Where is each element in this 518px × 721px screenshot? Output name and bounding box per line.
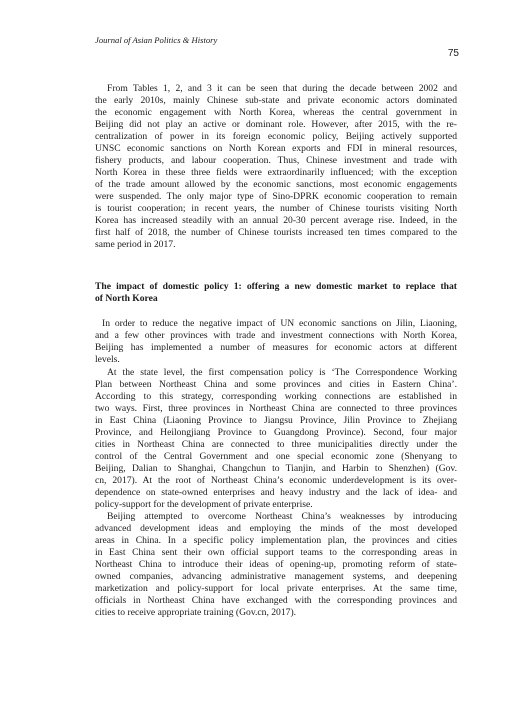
- text-line: first half of 2018, the number of Chinese tourists increased ten times compared to the: [95, 227, 457, 238]
- text-line: According to this strategy, corresponding working connections are established in: [95, 391, 457, 402]
- text-line: in East China sent their own official support teams to the corresponding areas in: [95, 547, 457, 558]
- paragraph-measures: [95, 318, 457, 366]
- text-line: From Tables 1, 2, and 3 it can be seen that during the decade between 2002 and: [107, 83, 457, 94]
- heading-line: The impact of domestic policy 1: offering a new domestic market to replace that: [95, 281, 457, 292]
- text-line: Northeast China to introduce their ideas of opening-up, promoting reform of state-: [95, 559, 457, 570]
- text-line: Beijing did not play an active or dominant role. However, after 2015, with the re-: [95, 119, 457, 130]
- text-line: control of the Central Government and one special economic zone (Shenyang to: [95, 451, 457, 462]
- text-line: At the state level, the first compensation policy is ‘The Correspondence Working: [107, 367, 457, 378]
- text-line: owned companies, advancing administrative management systems, and deepening: [95, 571, 457, 582]
- text-line: policy-support for the development of private enterprise.: [95, 499, 313, 510]
- text-line: Province, and Heilongjiang Province to Guangdong Province). Second, four major: [95, 427, 457, 438]
- text-line: Plan between Northeast China and some provinces and cities in Eastern China’.: [95, 379, 457, 390]
- text-line: were suspended. The only major type of Sino-DPRK economic cooperation to remain: [95, 191, 457, 202]
- text-line: the early 2010s, mainly Chinese sub-state and private economic actors dominated: [95, 95, 457, 106]
- text-line: North Korea in these three fields were extraordinarily influenced; with the exception: [95, 167, 457, 178]
- section-heading: [95, 281, 457, 305]
- text-line: in East China (Liaoning Province to Jiangsu Province, Jilin Province to Zhejiang: [95, 415, 457, 426]
- text-line: cities in Northeast China are connected to three municipalities directly under the: [95, 439, 457, 450]
- text-line: two ways. First, three provinces in Northeast China are connected to three provinces: [95, 403, 457, 414]
- text-line: UNSC economic sanctions on North Korean exports and FDI in mineral resources,: [95, 143, 457, 154]
- text-line: Beijing attempted to overcome Northeast China’s weaknesses by introducing: [107, 511, 457, 522]
- text-line: centralization of power in its foreign economic policy, Beijing actively supported: [95, 131, 457, 142]
- paragraph-state-level: [95, 367, 457, 511]
- paragraph-beijing-attempts: [95, 511, 457, 619]
- text-line: dependence on state-owned enterprises and heavy industry and the lack of idea- and: [95, 487, 457, 498]
- text-line: Korea has increased steadily with an annual 20-30 percent average rise. Indeed, in the: [95, 215, 457, 226]
- text-line: cn, 2017). At the root of Northeast China’s economic underdevelopment is its over-: [95, 475, 457, 486]
- text-line: marketization and policy-support for local private enterprises. At the same time,: [95, 583, 457, 594]
- page-number: 75: [447, 48, 459, 59]
- text-line: In order to reduce the negative impact of UN economic sanctions on Jilin, Liaoning,: [102, 318, 457, 329]
- text-line: Beijing has implemented a number of measures for economic actors at different: [95, 342, 457, 353]
- text-line: fishery products, and labour cooperation. Thus, Chinese investment and trade with: [95, 155, 457, 166]
- text-line: officials in Northeast China have exchanged with the corresponding provinces and: [95, 595, 457, 606]
- text-line: advanced development ideas and employing the minds of the most developed: [95, 523, 457, 534]
- text-line: and a few other provinces with trade and investment connections with North Korea,: [95, 330, 457, 341]
- text-line: of the trade amount allowed by the economic sanctions, most economic engagements: [95, 179, 457, 190]
- heading-line: of North Korea: [95, 293, 158, 304]
- text-line: areas in China. In a specific policy implementation plan, the provinces and cities: [95, 535, 457, 546]
- text-line: levels.: [95, 354, 120, 365]
- text-line: Beijing, Dalian to Shanghai, Changchun to Tianjin, and Harbin to Shenzhen) (Gov.: [95, 463, 457, 474]
- text-line: cities to receive appropriate training (Gov.cn, 2017).: [95, 607, 297, 618]
- text-line: is tourist cooperation; in recent years, the number of Chinese tourists visiting North: [95, 203, 457, 214]
- text-line: same period in 2017.: [95, 239, 176, 250]
- journal-running-header: Journal of Asian Politics & History: [95, 35, 218, 45]
- paragraph-intro: [95, 83, 457, 251]
- text-line: the economic engagement with North Korea, whereas the central government in: [95, 107, 457, 118]
